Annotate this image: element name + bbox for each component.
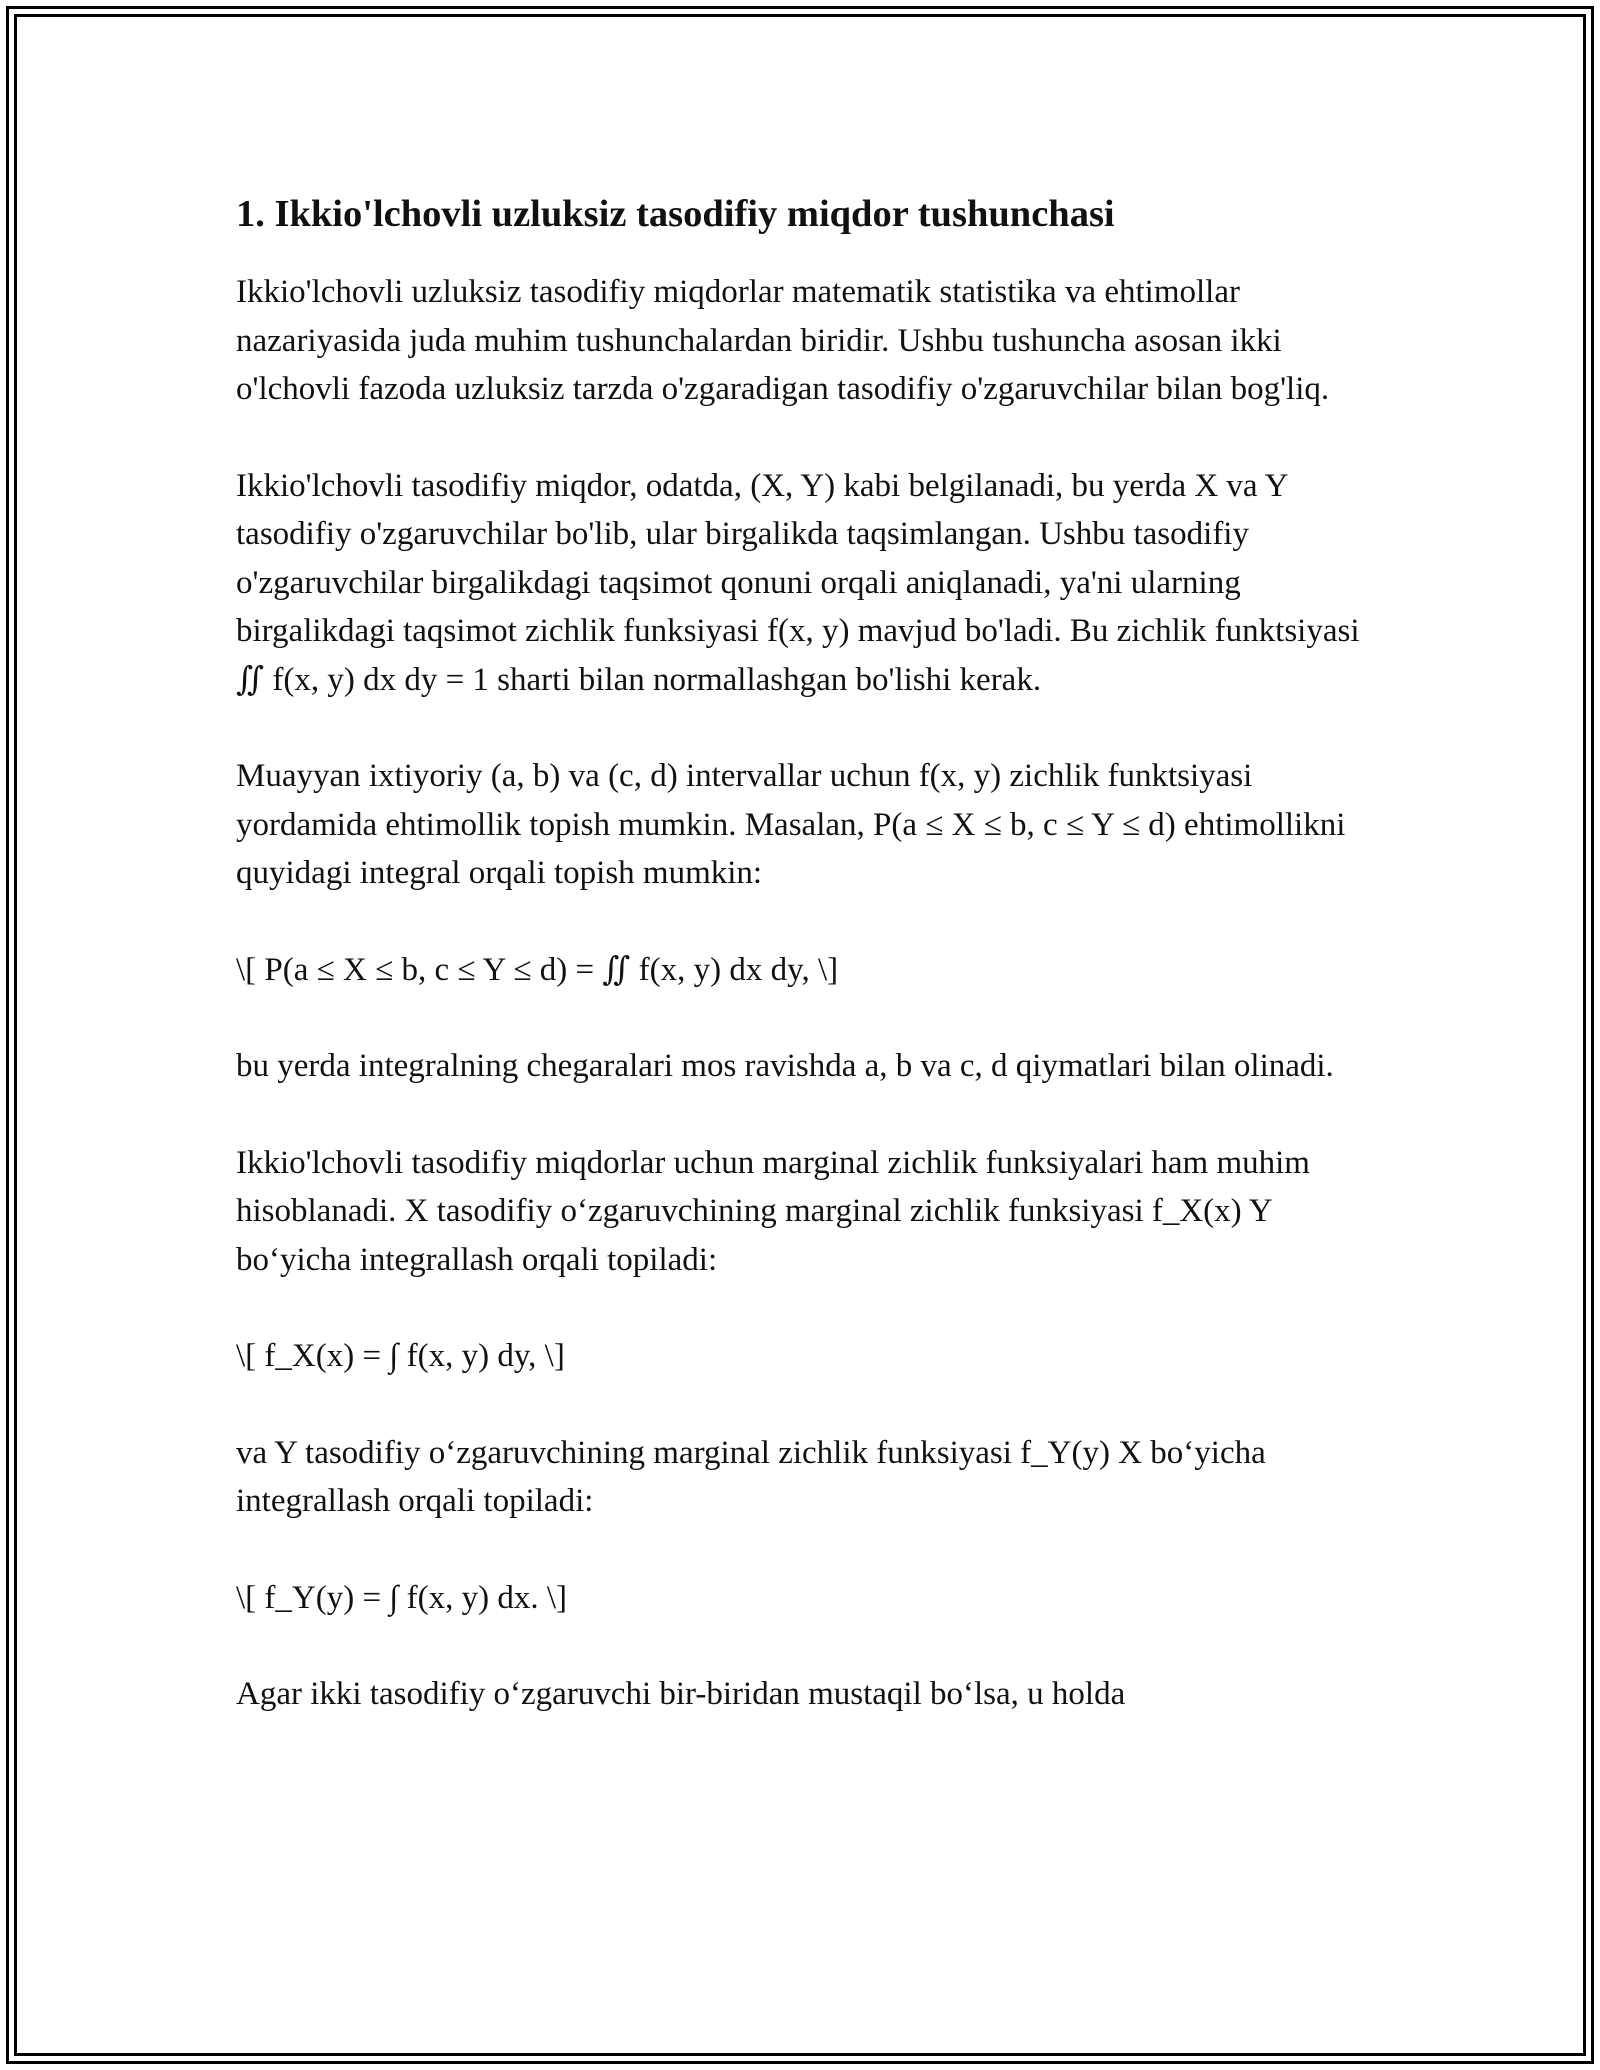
paragraph-intro: Ikkio'lchovli uzluksiz tasodifiy miqdorlar matematik statistika va ehtimollar nazariyasida juda muhim tushunchalardan biridir. Ushbu tushuncha asosan ikki o'lchovli fazoda uzluksiz tarzda o'zgaradigan tasodifiy o'zgaruvchilar bilan bog'liq. (236, 274, 1330, 407)
section-heading: 1. Ikkio'lchovli uzluksiz tasodifiy miqdor tushunchasi (236, 193, 1115, 235)
paragraph-independence: Agar ikki tasodifiy o‘zgaruvchi bir-biridan mustaqil bo‘lsa, u holda (236, 1676, 1126, 1712)
paragraph-probability: Muayyan ixtiyoriy (a, b) va (c, d) intervallar uchun f(x, y) zichlik funktsiyasi yordamida ehtimollik topish mumkin. Masalan, P(a ≤ X ≤ b, c ≤ Y ≤ d) ehtimollikni quyidagi integral orqali topish mumkin: (236, 758, 1346, 891)
formula-marginal-x: \[ f_X(x) = ∫ f(x, y) dy, \] (236, 1338, 565, 1374)
paragraph-limits: bu yerda integralning chegaralari mos ravishda a, b va c, d qiymatlari bilan olinadi. (236, 1048, 1334, 1084)
paragraph-marginal-y: va Y tasodifiy o‘zgaruvchining marginal zichlik funksiyasi f_Y(y) X bo‘yicha integrallash orqali topiladi: (236, 1434, 1266, 1519)
paragraph-definition: Ikkio'lchovli tasodifiy miqdor, odatda, (X, Y) kabi belgilanadi, bu yerda X va Y tasodifiy o'zgaruvchilar bo'lib, ular birgalikda taqsimlangan. Ushbu tasodifiy o'zgaruvchilar birgalikdagi taqsimot qonuni orqali aniqlanadi, ya'ni ularning birgalikdagi taqsimot zichlik funksiyasi f(x, y) mavjud bo'ladi. Bu zichlik funktsiyasi ∬ f(x, y) dx dy = 1 sharti bilan normallashgan bo'lishi kerak. (236, 467, 1360, 698)
paragraph-marginal: Ikkio'lchovli tasodifiy miqdorlar uchun marginal zichlik funksiyalari ham muhim hisoblanadi. X tasodifiy o‘zgaruvchining marginal zichlik funksiyasi f_X(x) Y bo‘yicha integrallash orqali topiladi: (236, 1144, 1310, 1278)
document-body (236, 186, 1376, 1767)
formula-marginal-y: \[ f_Y(y) = ∫ f(x, y) dx. \] (236, 1579, 567, 1616)
formula-probability: \[ P(a ≤ X ≤ b, c ≤ Y ≤ d) = ∬ f(x, y) dx dy, \] (236, 951, 839, 988)
